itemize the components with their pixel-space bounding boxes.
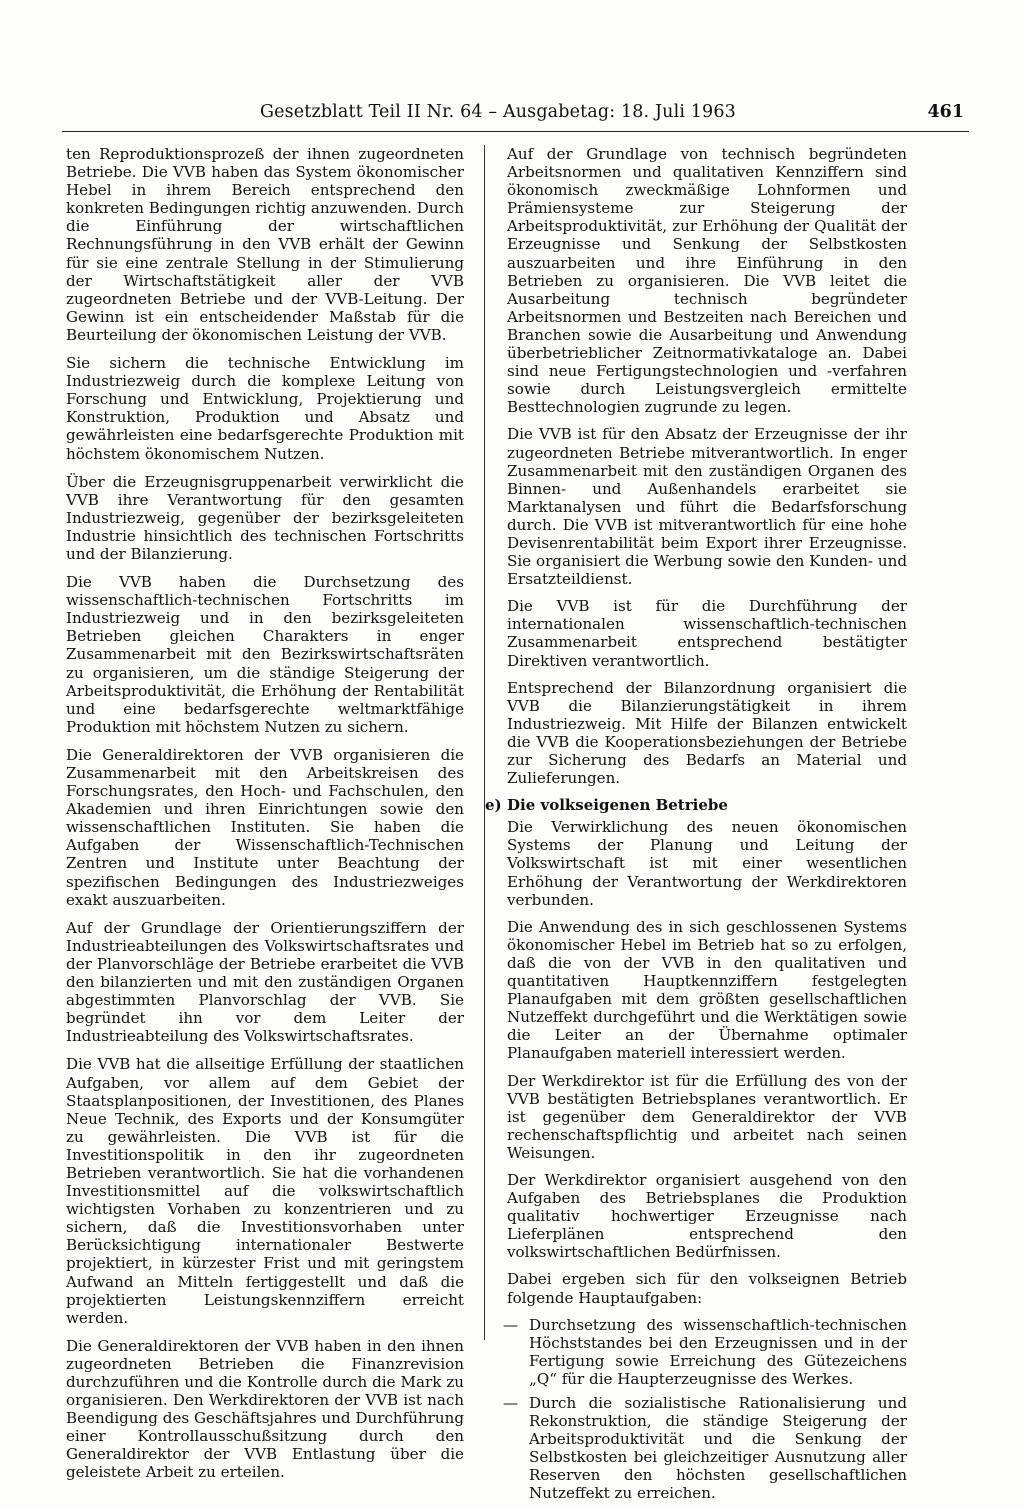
paragraph: Die VVB ist für den Absatz der Erzeugnisse der ihr zugeordneten Betriebe mitverantwortlich. In enger Zusammenarbeit mit den zuständigen Organen des Binnen- und Außenhandels erarbeitet sie Marktanalysen und führt die Bedarfsforschung durch. Die VVB ist mitverantwortlich für eine hohe Devisenrentabilität beim Export ihrer Erzeugnisse. Sie organisiert die Werbung sowie den Kunden- und Ersatzteildienst. <box>507 425 907 589</box>
paragraph: Die Anwendung des in sich geschlossenen Systems ökonomischer Hebel im Betrieb hat so zu erfolgen, daß die von der VVB in den qualitativen und quantitativen Hauptkennziffern festgelegten Planaufgaben mit dem größten gesellschaftlichen Nutzeffekt durchgeführt und die Werktätigen sowie die Leiter an der Übernahme optimaler Planaufgaben materiell interessiert werden. <box>507 917 907 1063</box>
paragraph: Die VVB hat die allseitige Erfüllung der staatlichen Aufgaben, vor allem auf dem Gebiet der Staatsplanpositionen, der Investitionen, des Planes Neue Technik, des Exports und der Konsumgüter zu gewährleisten. Die VVB ist für die Investitionspolitik in den ihr zugeordneten Betrieben verantwortlich. Sie hat die vorhandenen Investitionsmittel auf die volkswirtschaftlich wichtigsten Vorhaben zu konzentrieren und zu sichern, daß die Investitionsvorhaben unter Berücksichtigung internationaler Bestwerte projektiert, in kürzester Frist und mit geringstem Aufwand an Mitteln fertiggestellt und daß die projektierten Leistungskennziffern erreicht werden. <box>66 1055 464 1327</box>
paragraph: ten Reproduktionsprozeß der ihnen zugeordneten Betriebe. Die VVB haben das System ökonomischer Hebel in ihrem Bereich entsprechend den konkreten Bedingungen richtig anzuwenden. Durch die Einführung der wirtschaftlichen Rechnungsführung in den VVB erhält der Gewinn für sie eine zentrale Stellung in der Stimulierung der Wirtschaftstätigkeit aller der VVB zugeordneten Betriebe und der VVB-Leitung. Der Gewinn ist ein entscheidender Maßstab für die Beurteilung der ökonomischen Leistung der VVB. <box>66 145 464 344</box>
header-rule <box>62 131 969 132</box>
section-heading <box>485 796 907 814</box>
paragraph: Entsprechend der Bilanzordnung organisiert die VVB die Bilanzierungstätigkeit in ihrem Industriezweig. Mit Hilfe der Bilanzen entwickelt die VVB die Kooperationsbeziehungen der Betriebe zur Sicherung des Bedarfs an Material und Zulieferungen. <box>507 678 907 788</box>
section-letter: e) <box>485 796 502 815</box>
paragraph: Der Werkdirektor organisiert ausgehend von den Aufgaben des Betriebsplanes die Produktion qualitativ hochwertiger Erzeugnisse nach Lieferplänen entsprechend den volkswirtschaftlichen Bedürfnissen. <box>507 1170 907 1262</box>
page-number: 461 <box>927 102 964 122</box>
list-item <box>503 1315 907 1388</box>
paragraph: Die Verwirklichung des neuen ökonomischen Systems der Planung und Leitung der Volkswirtschaft ist mit einer wesentlichen Erhöhung der Verantwortung der Werkdirektoren verbunden. <box>507 818 907 909</box>
paragraph: Sie sichern die technische Entwicklung im Industriezweig durch die komplexe Leitung von Forschung und Entwicklung, Projektierung und Konstruktion, Produktion und Absatz und gewährleisten eine bedarfsgerechte Produktion mit höchstem ökonomischem Nutzen. <box>66 354 464 463</box>
right-column <box>485 145 907 1509</box>
bullet-dash: — <box>503 1394 519 1412</box>
paragraph: Auf der Grundlage der Orientierungsziffern der Industrieabteilungen des Volkswirtschaftsrates und der Planvorschläge der Betriebe erarbeitet die VVB den bilanzierten und mit den zuständigen Organen abgestimmten Planvorschlag der VVB. Sie begründet ihn vor dem Leiter der Industrieabteilung des Volkswirtschaftsrates. <box>66 918 464 1046</box>
list-item-text: Durch die sozialistische Rationalisierung und Rekonstruktion, die ständige Steigerung der Arbeitsproduktivität und die Senkung der Selbstkosten bei gleichzeitiger Ausnutzung aller Reserven den höchsten gesellschaftlichen Nutzeffekt zu erreichen. <box>529 1394 907 1503</box>
bullet-dash: — <box>503 1315 519 1334</box>
section-title: Die volkseigenen Betriebe <box>507 796 728 815</box>
paragraph: Die VVB haben die Durchsetzung des wissenschaftlich-technischen Fortschritts im Industriezweig und in den bezirksgeleiteten Betrieben gleichen Charakters in enger Zusammenarbeit mit den Bezirkswirtschaftsräten zu organisieren, um die ständige Steigerung der Arbeitsproduktivität, die Erhöhung der Rentabilität und eine bedarfsgerechte weltmarktfähige Produktion mit höchstem Nutzen zu sichern. <box>66 573 464 736</box>
header-title: Gesetzblatt Teil II Nr. 64 – Ausgabetag: 18. Juli 1963 <box>260 102 736 122</box>
paragraph: Die Generaldirektoren der VVB haben in den ihnen zugeordneten Betrieben die Finanzrevision durchzuführen und die Kontrolle durch die Mark zu organisieren. Den Werkdirektoren der VVB ist nach Beendigung des Geschäftsjahres und Durchführung einer Kontrollausschußsitzung durch den Generaldirektor der VVB Entlastung über die geleistete Arbeit zu erteilen. <box>66 1336 464 1482</box>
list-item-text: Durchsetzung des wissenschaftlich-technischen Höchststandes bei den Erzeugnissen und in der Fertigung sowie Erreichung des Gütezeichens „Q“ für die Haupterzeugnisse des Werkes. <box>529 1315 907 1388</box>
column-divider <box>484 145 485 1340</box>
list-item <box>503 1394 907 1503</box>
paragraph: Die VVB ist für die Durchführung der internationalen wissenschaftlich-technischen Zusammenarbeit entsprechend bestätigter Direktiven verantwortlich. <box>507 597 907 670</box>
paragraph: Über die Erzeugnisgruppenarbeit verwirklicht die VVB ihre Verantwortung für den gesamten Industriezweig, gegenüber der bezirksgeleiteten Industrie hinsichtlich des technischen Fortschritts und der Bilanzierung. <box>66 472 464 563</box>
paragraph: Auf der Grundlage von technisch begründeten Arbeitsnormen und qualitativen Kennziffern sind ökonomisch zweckmäßige Lohnformen und Prämiensysteme zur Steigerung der Arbeitsproduktivität, zur Erhöhung der Qualität der Erzeugnisse und Senkung der Selbstkosten auszuarbeiten und ihre Einführung in den Betrieben zu organisieren. Die VVB leitet die Ausarbeitung technisch begründeter Arbeitsnormen und Bestzeiten nach Bereichen und Branchen sowie die Ausarbeitung und Anwendung überbetrieblicher Zeitnormativkataloge an. Dabei sind neue Fertigungstechnologien und -verfahren sowie durch Leistungsvergleich ermittelte Besttechnologien zugrunde zu legen. <box>507 145 907 417</box>
paragraph: Der Werkdirektor ist für die Erfüllung des von der VVB bestätigten Betriebsplanes verantwortlich. Er ist gegenüber dem Generaldirektor der VVB rechenschaftspflichtig und arbeitet nach seinen Weisungen. <box>507 1071 907 1162</box>
paragraph: Dabei ergeben sich für den volkseignen Betrieb folgende Hauptaufgaben: <box>507 1270 907 1307</box>
left-column <box>66 145 464 1492</box>
page-header <box>60 102 964 130</box>
paragraph: Die Generaldirektoren der VVB organisieren die Zusammenarbeit mit den Arbeitskreisen des Forschungsrates, den Hoch- und Fachschulen, den Akademien und ihren Einrichtungen sowie den wissenschaftlichen Instituten. Sie haben die Aufgaben der Wissenschaftlich-Technischen Zentren und Institute unter Beachtung der spezifischen Bedingungen des Industriezweiges exakt auszuarbeiten. <box>66 745 464 909</box>
